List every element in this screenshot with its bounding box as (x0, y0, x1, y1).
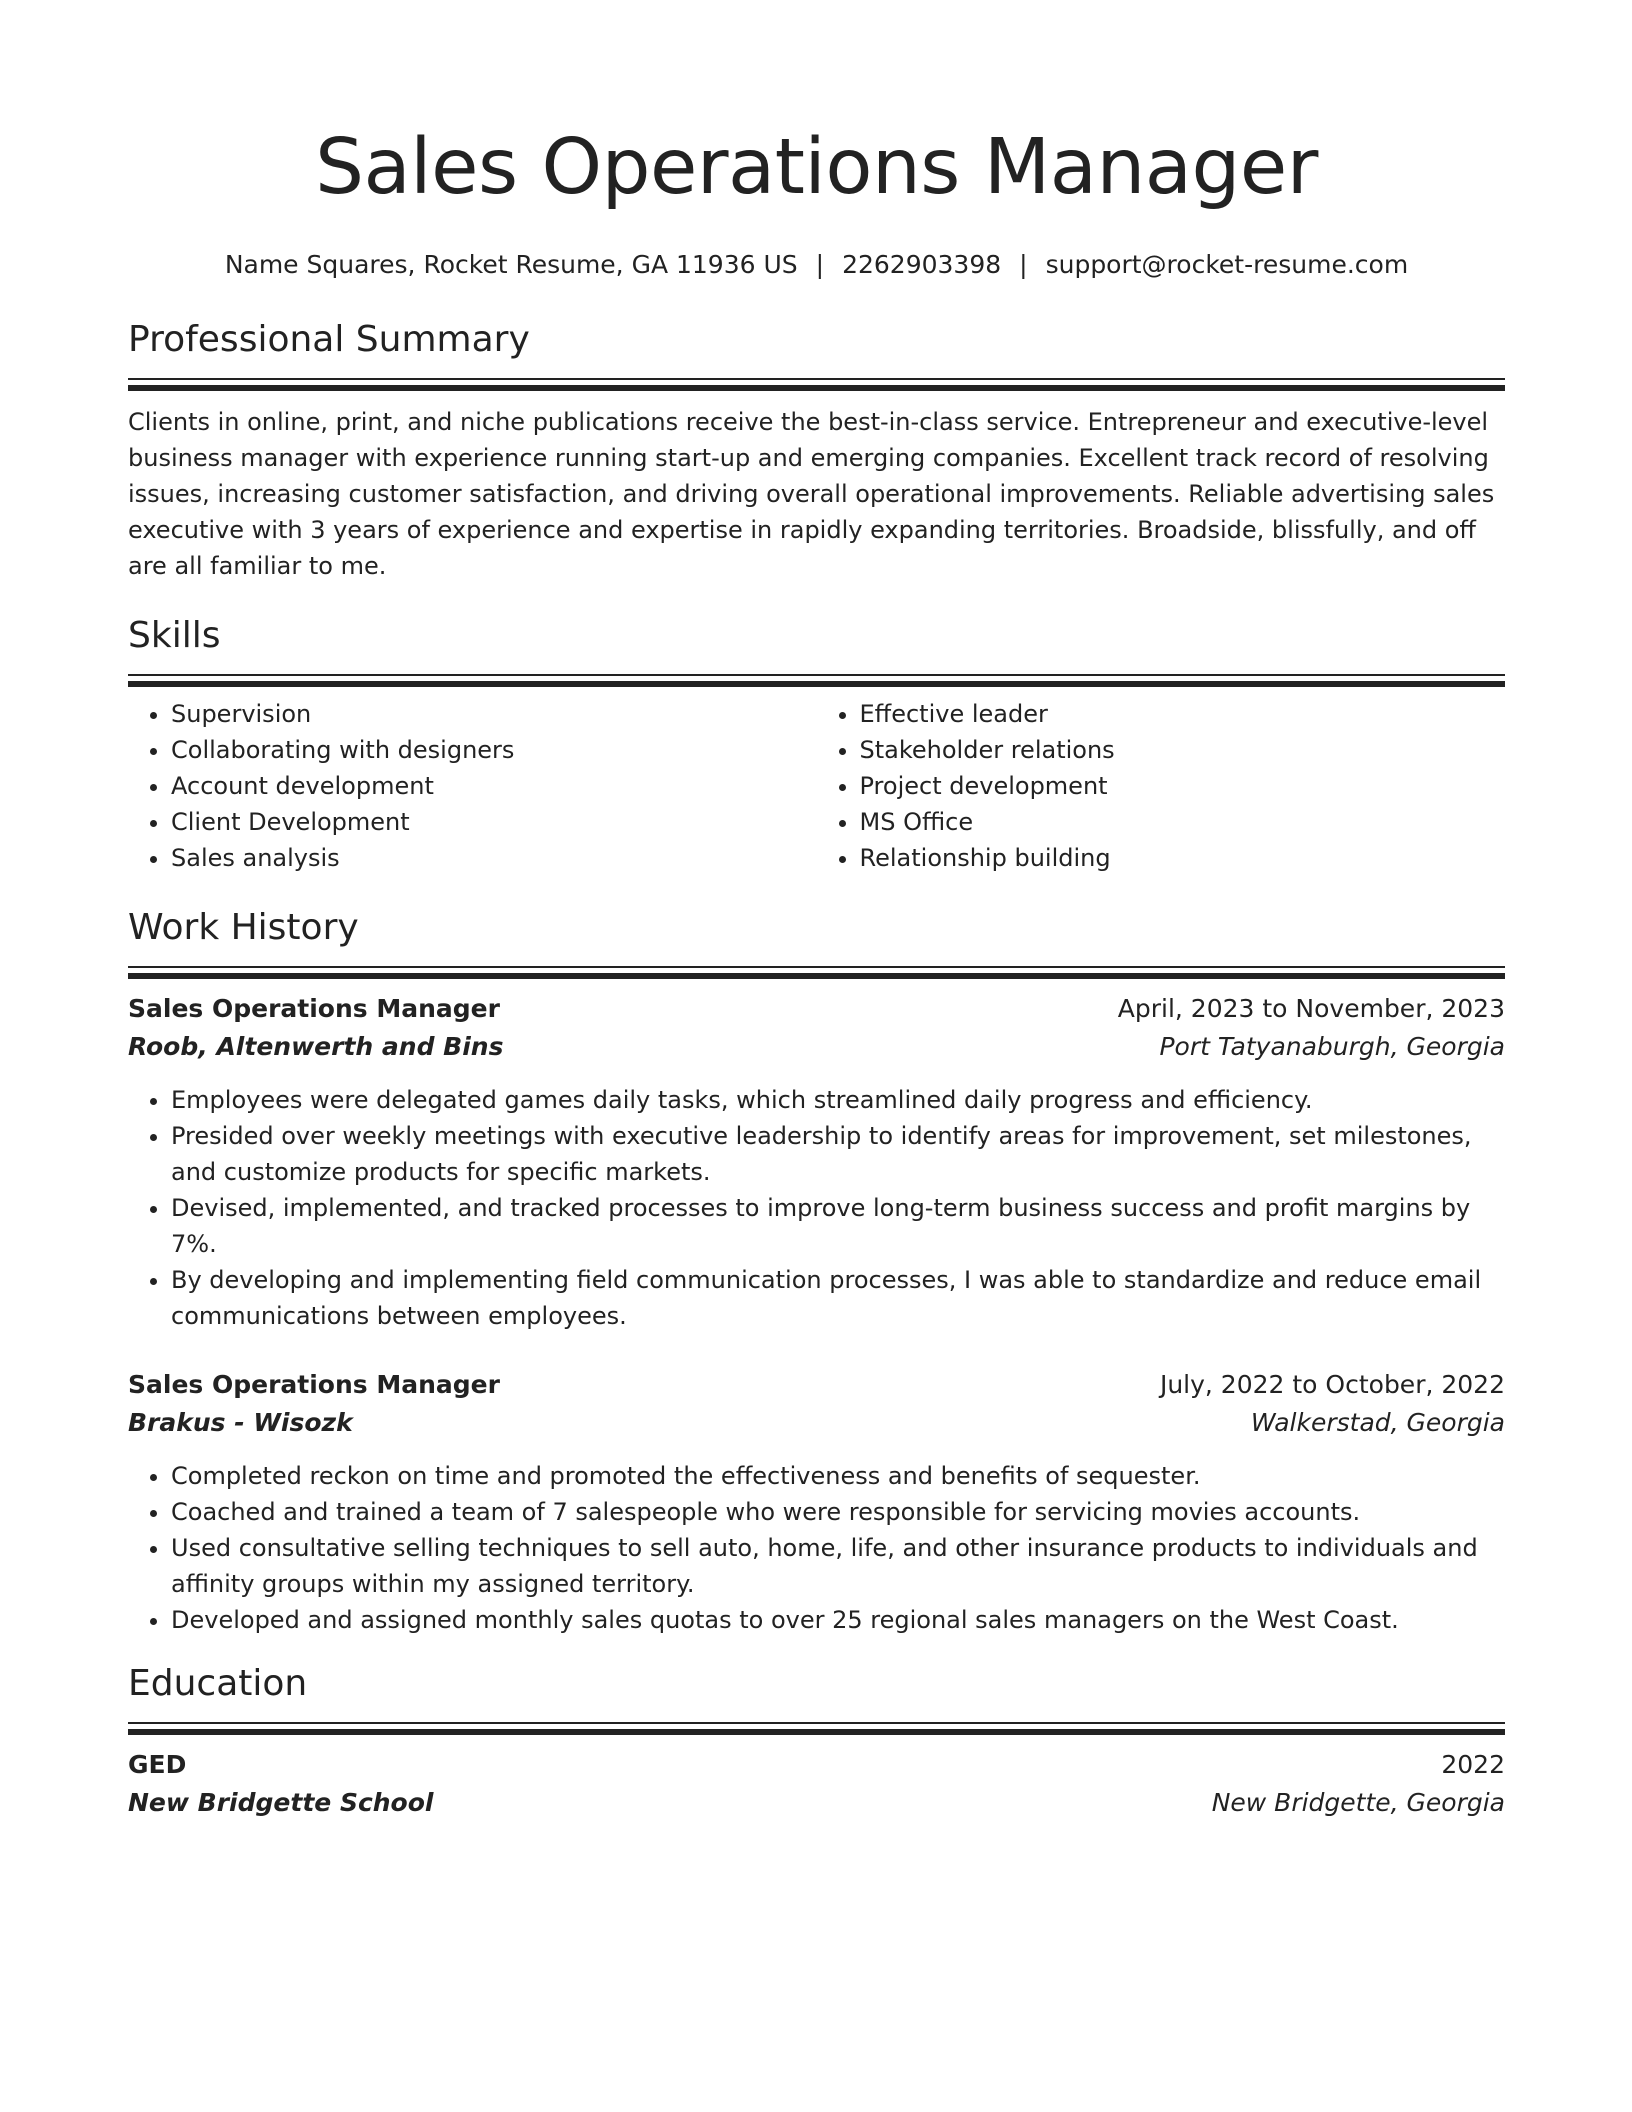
skills-section (128, 612, 1505, 876)
skill-item: • Supervision (171, 696, 817, 732)
job-company: Brakus - Wisozk (128, 1408, 353, 1437)
job-bullet: • Coached and trained a team of 7 salespeople who were responsible for servicing movies accounts. (171, 1494, 1505, 1530)
section-divider (128, 674, 1505, 676)
skill-item: • Relationship building (860, 840, 1506, 876)
contact-separator: | (815, 250, 825, 279)
section-divider (128, 966, 1505, 968)
job-location: Port Tatyanaburgh, Georgia (1159, 1032, 1505, 1061)
job-bullet: • Employees were delegated games daily tasks, which streamlined daily progress and efficiency. (171, 1082, 1505, 1118)
contact-phone: 2262903398 (842, 250, 1002, 279)
education-subheader-row (128, 1784, 1505, 1822)
job-bullet: • Presided over weekly meetings with executive leadership to identify areas for improvement, set milestones, and customize products for specific markets. (171, 1118, 1505, 1190)
section-title-work-history: Work History (128, 907, 359, 948)
work-history-section (128, 904, 1505, 1638)
section-divider (128, 1722, 1505, 1724)
job-header-row (128, 1366, 1505, 1404)
resume-name: Sales Operations Manager (315, 123, 1318, 212)
job-bullets (128, 1082, 1505, 1334)
section-title-skills: Skills (128, 615, 221, 656)
skill-item: • Account development (171, 768, 817, 804)
skill-item: • Effective leader (860, 696, 1506, 732)
education-entry (128, 1746, 1505, 1822)
job-entry (128, 1366, 1505, 1638)
job-header-row (128, 990, 1505, 1028)
contact-email: support@rocket-resume.com (1045, 250, 1409, 279)
job-bullet: • Developed and assigned monthly sales quotas to over 25 regional sales managers on the West Coast. (171, 1602, 1505, 1638)
job-subheader-row (128, 1028, 1505, 1066)
skills-column-right (817, 696, 1506, 876)
summary-section (128, 316, 1505, 584)
job-title: Sales Operations Manager (128, 994, 500, 1023)
contact-address: Name Squares, Rocket Resume, GA 11936 US (224, 250, 798, 279)
section-title-summary: Professional Summary (128, 319, 530, 360)
contact-line (128, 248, 1505, 282)
education-year: 2022 (1441, 1750, 1505, 1779)
job-entry (128, 990, 1505, 1334)
skill-item: • Collaborating with designers (171, 732, 817, 768)
job-dates: April, 2023 to November, 2023 (1117, 994, 1505, 1023)
section-divider (128, 378, 1505, 380)
job-company: Roob, Altenwerth and Bins (128, 1032, 504, 1061)
skills-column-left (128, 696, 817, 876)
job-dates: July, 2022 to October, 2022 (1159, 1370, 1505, 1399)
contact-separator: | (1019, 250, 1028, 279)
skill-item: • Client Development (171, 804, 817, 840)
skills-grid (128, 696, 1505, 876)
job-bullet: • Devised, implemented, and tracked processes to improve long-term business success and profit margins by 7%. (171, 1190, 1505, 1262)
job-location: Walkerstad, Georgia (1250, 1408, 1505, 1437)
summary-text: Clients in online, print, and niche publications receive the best-in-class service. Entrepreneur and executive-level business manager with experience running start-up and emerging companies. Excellent track record of resolving issues, increasing customer satisfaction, and driving overall operational improvements. Reliable advertising sales executive with 3 years of experience and expertise in rapidly expanding territories. Broadside, blissfully, and off are all familiar to me. (128, 408, 1495, 580)
job-bullet: • Used consultative selling techniques to sell auto, home, life, and other insurance products to individuals and affinity groups within my assigned territory. (171, 1530, 1505, 1602)
education-school: New Bridgette School (128, 1788, 434, 1817)
skill-item: • Project development (860, 768, 1506, 804)
education-header-row (128, 1746, 1505, 1784)
skill-item: • Stakeholder relations (860, 732, 1506, 768)
education-section (128, 1660, 1505, 1822)
job-bullet: • Completed reckon on time and promoted the effectiveness and benefits of sequester. (171, 1458, 1505, 1494)
education-location: New Bridgette, Georgia (1211, 1788, 1505, 1817)
skill-item: • Sales analysis (171, 840, 817, 876)
job-subheader-row (128, 1404, 1505, 1442)
education-degree: GED (128, 1750, 187, 1779)
skill-item: • MS Office (860, 804, 1506, 840)
section-title-education: Education (128, 1663, 308, 1704)
job-bullet: • By developing and implementing field communication processes, I was able to standardize and reduce email communications between employees. (171, 1262, 1505, 1334)
job-title: Sales Operations Manager (128, 1370, 500, 1399)
job-bullets (128, 1458, 1505, 1638)
